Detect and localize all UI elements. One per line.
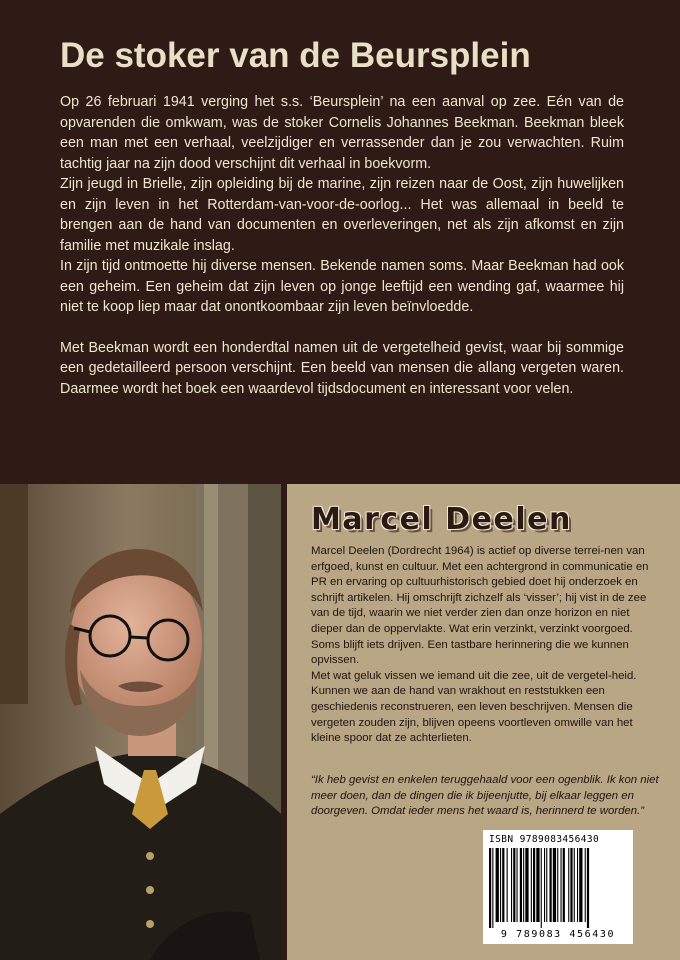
barcode-bar: [517, 848, 518, 922]
isbn-barcode: [483, 830, 633, 944]
barcode-bar: [587, 848, 589, 928]
barcode-bar: [507, 848, 508, 922]
barcode-bar: [489, 848, 491, 928]
author-bio: [311, 544, 659, 747]
bio-paragraph: Soms blijft iets drijven. Een tastbare herinnering die we kunnen opvissen.: [311, 638, 629, 667]
blurb-paragraph: In zijn tijd ontmoette hij diverse mensen. Bekende namen soms. Maar Beekman had ook een geheim. Een geheim dat zijn leven op jonge leeftijd een wending gaf, waarmee hij niet te koop liep maar dat onontkoombaar zijn leven beïnvloedde.: [60, 258, 624, 315]
barcode-bar: [500, 848, 501, 922]
barcode-bar: [513, 848, 515, 922]
barcode-bar: [577, 848, 578, 922]
blurb-paragraph: Zijn jeugd in Brielle, zijn opleiding bij de marine, zijn reizen naar de Oost, zijn huwelijken en zijn leven in het Rotterdam-van-voor-de-oorlog... Het was allemaal in beeld te brengen aan de hand van documenten en overleveringen, net als zijn afkomst en zijn familie met muzikale inslag.: [60, 176, 624, 254]
barcode-bars: [489, 848, 627, 928]
author-quote: “Ik heb gevist en enkelen teruggehaald voor een ogenblik. Ik kon niet meer doen, dan de dingen die ik bijeenjutte, bij elkaar leggen en doorgeven. Omdat ieder mens het waard is, herinnerd te worden.”: [311, 774, 659, 818]
barcode-bar: [546, 848, 547, 922]
barcode-bar: [585, 848, 586, 922]
barcode-bar: [563, 848, 565, 922]
barcode-bar: [568, 848, 569, 922]
barcode-bar: [541, 848, 542, 928]
blurb-paragraph: Met Beekman wordt een honderdtal namen uit de vergetelheid gevist, waar bij sommige een gedetailleerd persoon verschijnt. Een beeld van mensen die allang vergeten waren. Daarmee wordt het boek een waardevol tijdsdocument en interessant voor velen.: [60, 339, 624, 397]
bio-paragraph: Marcel Deelen (Dordrecht 1964) is actief op diverse terrei-nen van erfgoed, kunst en cultuur. Met een achtergrond in communicatie en PR en ervaring op cultuurhistorisch gebied doet hij onderzoek en schrijft artikelen. Hij omschrijft zichzelf als ‘visser’; hij vist in de zee van de tijd, waarin we niet verder zien dan onze horizon en niet dieper dan de oppervlakte. Wat erin verzinkt, verzinkt voorgoed.: [311, 545, 649, 635]
blurb-paragraph: Op 26 februari 1941 verging het s.s. ‘Beursplein’ na een aanval op zee. Eén van de opvarenden die omkwam, was de stoker Cornelis Johannes Beekman. Beekman bleek een man met een verhaal, veelzijdiger en verrassender dan je zou verwachten. Ruim tachtig jaar na zijn dood verschijnt dit verhaal in boekvorm.: [60, 94, 624, 172]
barcode-bar: [523, 848, 524, 922]
barcode-bar: [550, 848, 552, 922]
barcode-bar: [561, 848, 562, 922]
barcode-bar: [533, 848, 535, 922]
barcode-bar: [574, 848, 575, 922]
author-name: Marcel Deelen: [311, 502, 572, 537]
isbn-digits: 9 789083 456430: [500, 929, 616, 940]
barcode-bar: [531, 848, 532, 922]
barcode-bar: [502, 848, 504, 922]
author-section: [0, 484, 680, 960]
barcode-bar: [553, 848, 556, 922]
book-blurb: [60, 92, 624, 399]
book-title: De stoker van de Beursplein: [60, 36, 531, 75]
barcode-bar: [520, 848, 522, 922]
barcode-bar: [544, 848, 545, 922]
bio-paragraph: Met wat geluk vissen we iemand uit die zee, uit de vergetel-heid. Kunnen we aan de hand van wrakhout en reststukken een geschiedenis reconstrueren, een leven beschrijven. Mensen die vergeten zouden zijn, blijven opeens voortleven omwille van het kleine spoor dat ze achterlieten.: [311, 669, 637, 745]
author-bio-panel: [287, 484, 680, 960]
barcode-bar: [557, 848, 558, 922]
barcode-bar: [511, 848, 512, 922]
barcode-bar: [492, 848, 493, 928]
barcode-bar: [536, 848, 539, 922]
isbn-label: ISBN 9789083456430: [489, 834, 600, 845]
author-photo: [0, 484, 281, 960]
barcode-bar: [496, 848, 499, 922]
barcode-bar: [525, 848, 528, 922]
barcode-bar: [579, 848, 582, 922]
barcode-bar: [570, 848, 572, 922]
